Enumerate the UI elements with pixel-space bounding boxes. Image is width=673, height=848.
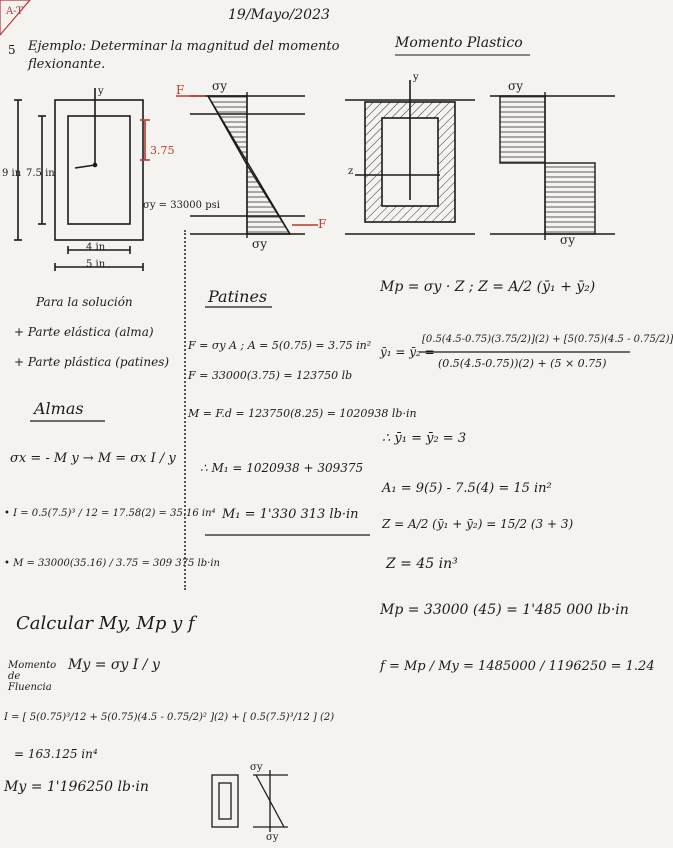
area-line: A₁ = 9(5) - 7.5(4) = 15 in² [382,481,552,496]
corner-mark: A-T [6,6,23,17]
stress-sigma-top: σy [212,79,227,93]
ybar-lhs: ȳ₁ = ȳ₂ = [380,345,435,359]
section-axis-y: y [98,86,104,97]
patines-line-4: ∴ M₁ = 1020938 + 309375 [200,461,364,475]
dim-inner-width: 4 in [86,242,106,253]
f-formula: f = Mp / My = 1485000 / 1196250 = 1.24 [380,659,655,674]
ybar-denominator: (0.5(4.5-0.75))(2) + (5 × 0.75) [438,357,607,370]
calc-my-formula: My = σy I / y [68,657,160,673]
plastic-sigma-bottom: σy [560,233,575,247]
dim-total-width: 5 in [86,259,106,270]
ybar-numerator: [0.5(4.5-0.75)(3.75/2)](2) + [5(0.75)(4.5 - 0.75/2)] [422,334,673,345]
section-drawing [14,88,150,271]
plastic-sigma-top: σy [508,79,523,93]
patines-line-1: F = σy A ; A = 5(0.75) = 3.75 in² [188,339,372,352]
mini-figure [212,770,288,832]
almas-moment: • M = 33000(35.16) / 3.75 = 309 375 lb·in [4,558,220,569]
plastic-axis-z: z [348,166,354,177]
calc-my-result: My = 1'196250 lb·in [4,779,149,795]
solution-item-2: + Parte plástica (patines) [14,355,170,369]
solution-heading: Para la solución [36,295,133,309]
patines-result: M₁ = 1'330 313 lb·in [222,507,359,522]
calc-inertia-line: I = [ 5(0.75)³/12 + 5(0.75)(4.5 - 0.75/2)² ](2) + [ 0.5(7.5)³/12 ] (2) [4,712,335,723]
patines-heading: Patines [208,287,268,306]
almas-formula: σx = - M y → M = σx I / y [10,451,176,466]
stress-diagram [176,92,318,238]
z-formula: Z = A/2 (ȳ₁ + ȳ₂) = 15/2 (3 + 3) [382,517,574,531]
margin-mark: 5 [8,43,16,57]
mini-sigma-bottom: σy [266,832,279,843]
mp-value: Mp = 33000 (45) = 1'485 000 lb·in [380,602,629,618]
z-value: Z = 45 in³ [386,556,458,572]
plastic-section-drawing [345,80,475,234]
plastic-stress-diagram [490,92,615,240]
patines-line-3: M = F.d = 123750(8.25) = 1020938 lb·in [188,407,417,420]
almas-inertia: • I = 0.5(7.5)³ / 12 = 17.58(2) = 35.16 in⁴ [4,508,216,519]
mini-sigma-top: σy [250,762,263,773]
almas-heading: Almas [34,399,84,418]
solution-item-1: + Parte elástica (alma) [14,325,154,339]
dim-inner-height: 7.5 in [26,168,55,179]
calc-heading: Calcular My, Mp y f [16,613,195,634]
dim-total-height: 9 in [2,168,22,179]
section-sigma-label: σy = 33000 psi [143,200,220,211]
calc-label: Momento de Fluencia [8,660,57,693]
force-top-label: F [176,83,185,97]
calc-inertia-value: = 163.125 in⁴ [14,747,98,761]
mp-formula: Mp = σy · Z ; Z = A/2 (ȳ₁ + ȳ₂) [380,279,596,295]
stress-sigma-bottom: σy [252,237,267,251]
ybar-value: ∴ ȳ₁ = ȳ₂ = 3 [382,431,467,446]
dim-half-height: 3.75 [150,144,175,157]
intro-line-1: Ejemplo: Determinar la magnitud del momento [28,39,340,54]
page-date: 19/Mayo/2023 [228,7,330,23]
patines-line-2: F = 33000(3.75) = 123750 lb [188,369,353,382]
intro-line-2: flexionante. [28,57,106,72]
plastic-moment-title: Momento Plastico [395,35,523,51]
plastic-axis-y: y [413,72,419,83]
force-bottom-label: F [318,217,327,231]
